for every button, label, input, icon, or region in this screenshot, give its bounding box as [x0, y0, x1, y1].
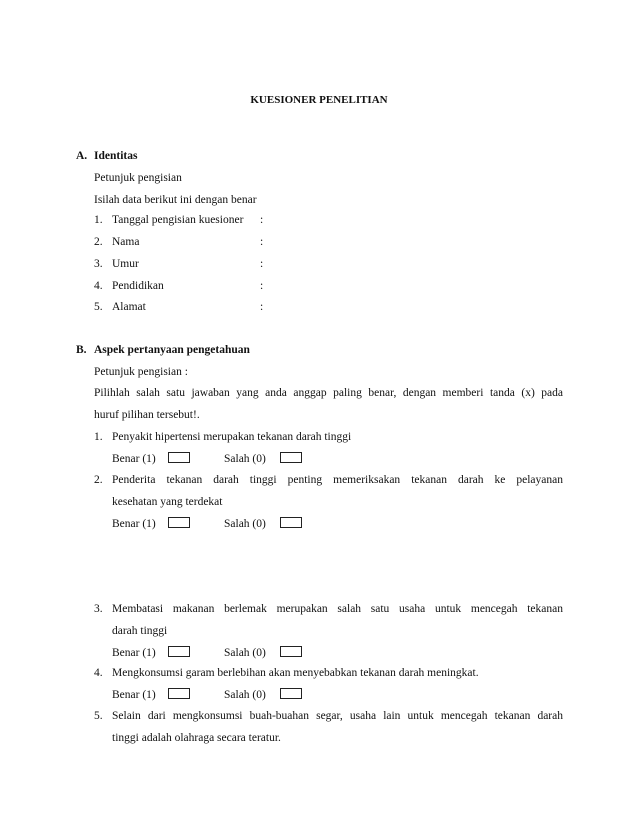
page-title: KUESIONER PENELITIAN	[250, 94, 388, 106]
section-b-title: Aspek pertanyaan pengetahuan	[94, 344, 250, 356]
question-2-text-line-2: kesehatan yang terdekat	[112, 496, 223, 508]
checkbox-true[interactable]	[168, 646, 190, 657]
question-5-number: 5.	[94, 710, 103, 722]
option-false-label: Salah (0)	[224, 453, 266, 465]
field-label-address: Alamat	[112, 301, 146, 313]
option-false-label: Salah (0)	[224, 647, 266, 659]
option-false-label: Salah (0)	[224, 689, 266, 701]
question-5-text-line-2: tinggi adalah olahraga secara teratur.	[112, 732, 281, 744]
field-number: 1.	[94, 214, 103, 226]
question-5-text-line-1: Selain dari mengkonsumsi buah-buahan segar, usaha lain untuk mencegah tekanan darah	[112, 710, 563, 722]
checkbox-false[interactable]	[280, 517, 302, 528]
question-text: Mengkonsumsi garam berlebihan akan menyebabkan tekanan darah meningkat.	[112, 667, 479, 679]
field-number: 3.	[94, 258, 103, 270]
section-a-letter: A.	[76, 150, 88, 162]
question-3-text-line-1: Membatasi makanan berlemak merupakan salah satu usaha untuk mencegah tekanan	[112, 603, 563, 615]
question-number: 4.	[94, 667, 103, 679]
field-row	[94, 236, 139, 248]
question-text: Penyakit hipertensi merupakan tekanan darah tinggi	[112, 431, 352, 443]
section-b-heading	[76, 344, 250, 356]
checkbox-false[interactable]	[280, 452, 302, 463]
field-colon: :	[260, 280, 264, 292]
field-label-education: Pendidikan	[112, 280, 164, 292]
question-1	[94, 431, 351, 443]
section-a-heading	[76, 150, 137, 162]
option-true-label: Benar (1)	[112, 689, 156, 701]
field-number: 4.	[94, 280, 103, 292]
question-number: 1.	[94, 431, 103, 443]
field-label-name: Nama	[112, 236, 140, 248]
answer-options	[112, 688, 266, 701]
question-3-number: 3.	[94, 603, 103, 615]
section-b-instruction-label: Petunjuk pengisian :	[94, 366, 188, 378]
field-row	[94, 214, 243, 226]
question-4	[94, 667, 479, 679]
checkbox-true[interactable]	[168, 517, 190, 528]
field-row	[94, 280, 164, 292]
section-a-instruction-label: Petunjuk pengisian	[94, 172, 182, 184]
field-colon: :	[260, 301, 264, 313]
question-3-text-line-2: darah tinggi	[112, 625, 168, 637]
field-label-age: Umur	[112, 258, 139, 270]
checkbox-false[interactable]	[280, 688, 302, 699]
section-a-instruction: Isilah data berikut ini dengan benar	[94, 194, 257, 206]
field-colon: :	[260, 236, 264, 248]
section-b-instruction-line-1: Pilihlah salah satu jawaban yang anda anggap paling benar, dengan memberi tanda (x) pada	[94, 387, 563, 399]
section-b-letter: B.	[76, 344, 87, 356]
answer-options	[112, 517, 266, 530]
checkbox-true[interactable]	[168, 452, 190, 463]
question-2-text-line-1: Penderita tekanan darah tinggi penting memeriksakan tekanan darah ke pelayanan	[112, 474, 563, 486]
field-label-date: Tanggal pengisian kuesioner	[112, 214, 244, 226]
option-true-label: Benar (1)	[112, 518, 156, 530]
field-row	[94, 258, 139, 270]
answer-options	[112, 646, 266, 659]
question-2-number: 2.	[94, 474, 103, 486]
section-a-title: Identitas	[94, 150, 138, 162]
field-number: 2.	[94, 236, 103, 248]
section-b-instruction-line-2: huruf pilihan tersebut!.	[94, 409, 200, 421]
field-row	[94, 301, 146, 313]
checkbox-false[interactable]	[280, 646, 302, 657]
option-false-label: Salah (0)	[224, 518, 266, 530]
option-true-label: Benar (1)	[112, 453, 156, 465]
field-number: 5.	[94, 301, 103, 313]
field-colon: :	[260, 214, 264, 226]
field-colon: :	[260, 258, 264, 270]
answer-options	[112, 452, 266, 465]
option-true-label: Benar (1)	[112, 647, 156, 659]
checkbox-true[interactable]	[168, 688, 190, 699]
